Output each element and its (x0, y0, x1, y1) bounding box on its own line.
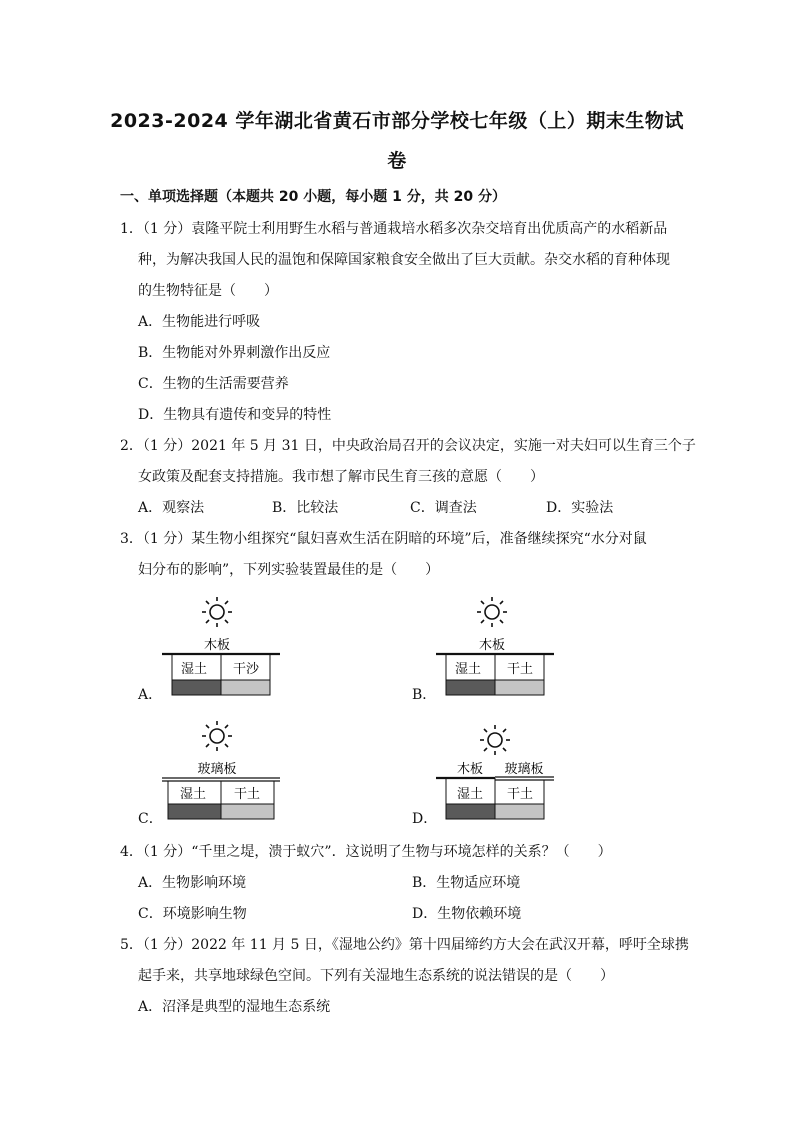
right-soil-label: 干沙 (232, 662, 260, 677)
q4-option-a: A．生物影响环境 (138, 875, 247, 891)
sun-icon (477, 597, 507, 627)
sun-icon (202, 597, 232, 627)
q4-stem-line1: 4．（1 分）“千里之堤，溃于蚁穴”．这说明了生物与环境怎样的关系？（ ） (120, 844, 612, 860)
q3-option-c-letter: C． (138, 811, 163, 827)
left-soil-label: 湿土 (179, 787, 207, 802)
cover-label: 玻璃板 (197, 762, 237, 777)
exam-title-line2: 卷 (387, 150, 407, 172)
right-soil-label: 干土 (233, 787, 261, 802)
q1-option-a: A．生物能进行呼吸 (138, 314, 261, 330)
apparatus-c-diagram (162, 716, 288, 824)
exam-title-line1: 2023-2024 学年湖北省黄石市部分学校七年级（上）期末生物试 (110, 110, 684, 132)
q4-option-d: D．生物依赖环境 (412, 906, 522, 922)
left-soil-label: 湿土 (454, 662, 482, 677)
left-soil-label: 湿土 (456, 787, 484, 802)
apparatus-b-diagram (436, 592, 562, 700)
q2-option-b: B．比较法 (272, 500, 339, 516)
q3-stem-line1: 3．（1 分）某生物小组探究“鼠妇喜欢生活在阴暗的环境”后，准备继续探究“水分对鼠 (120, 531, 647, 547)
sun-icon (480, 725, 510, 755)
q1-stem-line3: 的生物特征是（ ） (138, 283, 278, 299)
q1-option-c: C．生物的生活需要营养 (138, 376, 289, 392)
q1-stem-line2: 种，为解决我国人民的温饱和保障国家粮食安全做出了巨大贡献。杂交水稻的育种体现 (138, 252, 670, 268)
apparatus-a-diagram (162, 592, 288, 700)
section-heading: 一、单项选择题（本题共 20 小题，每小题 1 分，共 20 分） (120, 189, 506, 205)
cover-label: 木板 (478, 638, 506, 653)
q2-option-d: D．实验法 (546, 500, 614, 516)
apparatus-d-diagram (436, 716, 562, 824)
q4-option-b: B．生物适应环境 (412, 875, 521, 891)
q1-option-b: B．生物能对外界刺激作出反应 (138, 345, 331, 361)
q3-stem-line2: 妇分布的影响”，下列实验装置最佳的是（ ） (138, 562, 440, 578)
sun-icon (202, 721, 232, 751)
cover-label: 木板 (203, 638, 231, 653)
q3-option-d-letter: D． (412, 811, 438, 827)
q3-option-a-letter: A． (138, 687, 163, 703)
q5-stem-line1: 5．（1 分）2022 年 11 月 5 日，《湿地公约》第十四届缔约方大会在武汉开幕，呼吁全球携 (120, 937, 689, 953)
right-soil-label: 干土 (506, 787, 534, 802)
right-soil-label: 干土 (506, 662, 534, 677)
q2-option-c: C．调查法 (410, 500, 477, 516)
q2-stem-line2: 女政策及配套支持措施。我市想了解市民生育三孩的意愿（ ） (138, 469, 544, 485)
q1-stem-line1: 1．（1 分）袁隆平院士利用野生水稻与普通栽培水稻多次杂交培育出优质高产的水稻新品 (120, 221, 668, 237)
q1-option-d: D．生物具有遗传和变异的特性 (138, 407, 332, 423)
q5-stem-line2: 起手来，共享地球绿色空间。下列有关湿地生态系统的说法错误的是（ ） (138, 968, 614, 984)
cover-label-right: 玻璃板 (504, 762, 544, 777)
q4-option-c: C．环境影响生物 (138, 906, 247, 922)
q2-option-a: A．观察法 (138, 500, 205, 516)
cover-label-left: 木板 (456, 762, 484, 777)
q3-option-b-letter: B． (412, 687, 437, 703)
left-soil-label: 湿土 (180, 662, 208, 677)
q2-stem-line1: 2．（1 分）2021 年 5 月 31 日，中央政治局召开的会议决定，实施一对夫妇可以生育三个子 (120, 438, 696, 454)
q5-option-a: A．沼泽是典型的湿地生态系统 (138, 999, 331, 1015)
